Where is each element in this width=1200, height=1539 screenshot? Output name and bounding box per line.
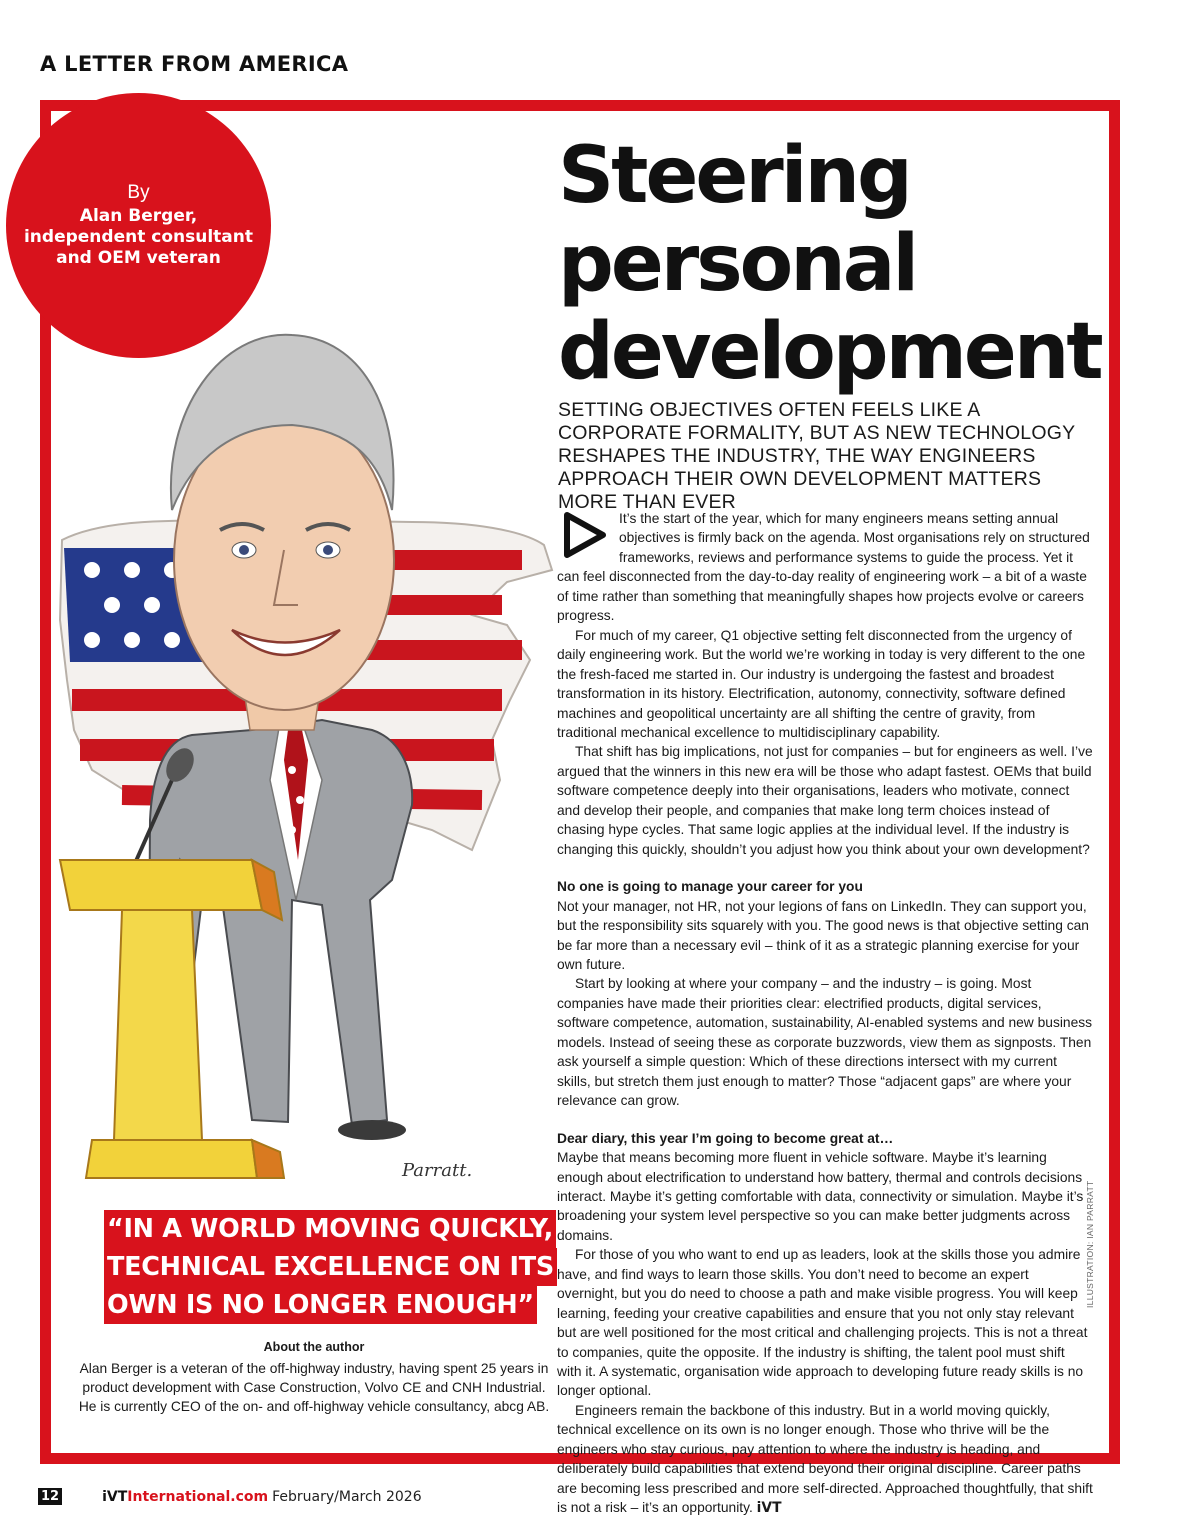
- byline-author-name: Alan Berger,: [79, 206, 198, 226]
- body-paragraph-8-text: Engineers remain the backbone of this industry. But in a world moving quickly, technical excellence on its own is no longer enough. Those who thrive will be the engineers who stay curious, pay attention to where the industry is heading, and deliberately build capabilities that extend beyond their original discipline. Career paths are becoming less prescribed and more self-directed. Approached thoughtfully, that shift is not a risk – it’s an opportunity.: [557, 1402, 1093, 1516]
- about-author: [76, 1338, 552, 1416]
- about-author-text: Alan Berger is a veteran of the off-highway industry, having spent 25 years in product development with Case Construction, Volvo CE and CNH Industrial. He is currently CEO of the on- and off-highway vehicle consultancy, abcg AB.: [78, 1361, 550, 1414]
- page-number: 12: [38, 1488, 62, 1505]
- subheading-diary: Dear diary, this year I’m going to become great at…: [557, 1130, 894, 1146]
- pull-quote: [104, 1210, 554, 1324]
- article-standfirst: SETTING OBJECTIVES OFTEN FEELS LIKE A CORPORATE FORMALITY, BUT AS NEW TECHNOLOGY RESHAPES THE INDUSTRY, THE WAY ENGINEERS APPROACH THEIR OWN DEVELOPMENT MATTERS MORE THAN EVER: [558, 399, 1075, 513]
- body-paragraph-5: Start by looking at where your company – and the industry – is going. Most companies have made their priorities clear: electrified products, digital services, software competence, automation, sustainability, AI-enabled systems and new business models. Instead of seeing these as corporate buzzwords, view them as signposts. Then ask yourself a simple question: Which of these directions intersect with my current skills, but stretch them just enough to matter? Those “adjacent gaps” are where your relevance can grow.: [557, 976, 1093, 1109]
- page-footer: [38, 1488, 422, 1505]
- end-mark: iVT: [756, 1500, 782, 1517]
- footer-issue-date: February/March 2026: [272, 1488, 422, 1505]
- body-paragraph-2: For much of my career, Q1 objective setting felt disconnected from the urgency of daily engineering work. But the world we’re working in today is very different to the one the fresh-faced me started in. Our industry is undergoing the fastest and broadest transformation in its history. Electrification, autonomy, connectivity, software defined machines and geopolitical uncertainty are all shifting the centre of gravity, from traditional mechanical excellence to multidisciplinary capability.: [557, 627, 1086, 740]
- pull-quote-line-3: OWN IS NO LONGER ENOUGH”: [104, 1286, 537, 1324]
- body-paragraph-4: Not your manager, not HR, not your legions of fans on LinkedIn. They can support you, but the responsibility sits squarely with you. The good news is that objective setting can be far more than a necessary evil – think of it as a strategic planning exercise for your own future.: [557, 898, 1089, 972]
- footer-brand-domain: International.com: [127, 1488, 269, 1505]
- body-paragraph-3: That shift has big implications, not just for companies – but for engineers as well. I’ve argued that the winners in this new era will be those who adapt fastest. OEMs that build software competence deeply into their organisations, leaders who motivate, connect and develop their people, and companies that make long term choices instead of chasing hype cycles. That same logic applies at the individual level. If the industry is changing this quickly, shouldn’t you adjust how you think about your own development?: [557, 744, 1093, 857]
- body-paragraph-7: For those of you who want to end up as leaders, look at the skills those you admire have, and find ways to learn those skills. You don’t need to become an expert overnight, but you do need to choose a path and make visible progress. You will keep learning, feeding your creative capabilities and ensure that you not only stay relevant but are well positioned for the most critical and challenging projects. This is not a threat to companies, quite the opposite. If the industry is shifting, the talent pool must shift with it. A systematic, organisation wide approach to developing future ready skills is no longer optional.: [557, 1247, 1088, 1399]
- illustrator-signature: Parratt.: [402, 1160, 473, 1181]
- illustration-credit: ILLUSTRATION: IAN PARRATT: [1085, 1180, 1095, 1308]
- byline-by: By: [127, 182, 150, 203]
- body-paragraph-6: Maybe that means becoming more fluent in vehicle software. Maybe it’s learning enough about electrification to understand how battery, thermal and controls decisions interact. Maybe it’s getting comfortable with data, connectivity or simulation. Maybe it’s broadening your system level perspective so you can make better judgments across domains.: [557, 1150, 1084, 1243]
- body-paragraph-8: [557, 1401, 1093, 1519]
- article-body: [557, 509, 1093, 1519]
- about-author-title: About the author: [263, 1340, 365, 1354]
- subheading-career: No one is going to manage your career for you: [557, 879, 863, 895]
- body-paragraph-1: It’s the start of the year, which for many engineers means setting annual objectives is firmly back on the agenda. Most organisations rely on structured frameworks, reviews and performance systems to guide the process. Yet it can feel disconnected from the day-to-day reality of engineering work – a bit of a waste of time rather than something that meaningfully shapes how projects evolve or careers progress.: [557, 511, 1090, 624]
- pull-quote-line-2: TECHNICAL EXCELLENCE ON ITS: [104, 1248, 557, 1286]
- article-headline: Steering personal development: [558, 131, 1101, 397]
- caricature-illustration: [52, 260, 592, 1200]
- byline-author-role: independent consultant and OEM veteran: [23, 227, 253, 268]
- footer-brand-ivt: iVT: [102, 1488, 128, 1505]
- byline-badge: [6, 93, 271, 358]
- pull-quote-line-1: “IN A WORLD MOVING QUICKLY,: [104, 1210, 556, 1248]
- section-label: A LETTER FROM AMERICA: [40, 52, 349, 76]
